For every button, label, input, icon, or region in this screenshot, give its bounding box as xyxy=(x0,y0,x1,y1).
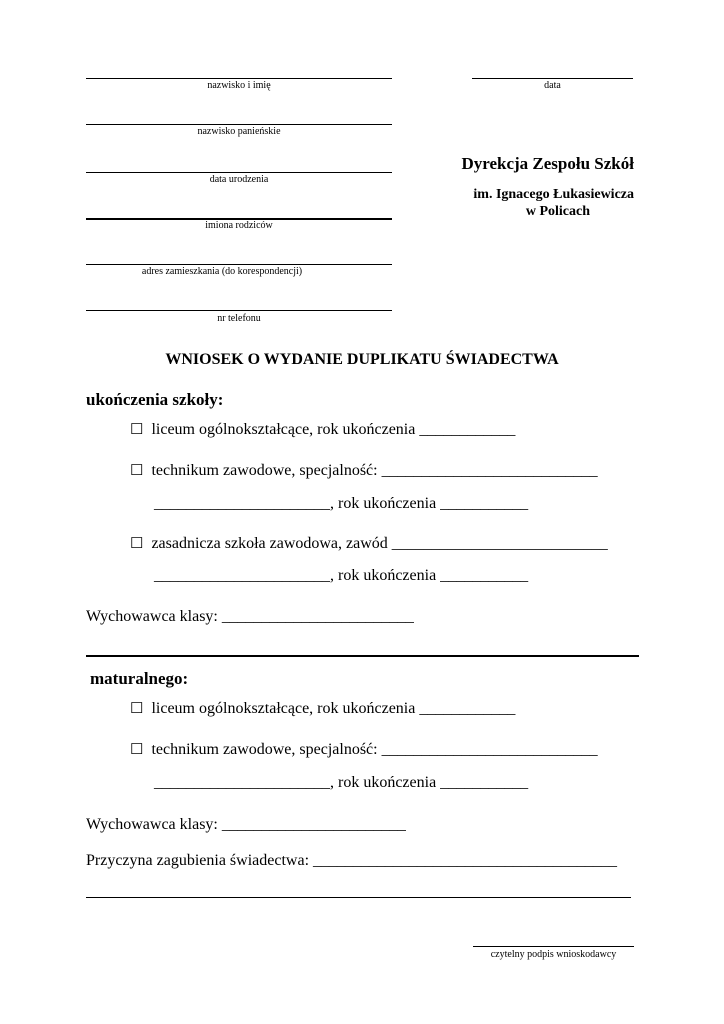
section1-zasadnicza-continuation[interactable]: ______________________, rok ukończenia ___________ xyxy=(154,567,529,584)
surname-name-label: nazwisko i imię xyxy=(207,80,271,91)
surname-name-line[interactable] xyxy=(86,78,392,79)
section1-option-technikum[interactable] xyxy=(130,461,598,481)
address-label: adres zamieszkania (do korespondencji) xyxy=(141,266,303,277)
phone-label: nr telefonu xyxy=(217,313,261,324)
phone-line[interactable] xyxy=(86,310,392,311)
birth-date-line[interactable] xyxy=(86,172,392,173)
date-label: data xyxy=(544,80,561,91)
section1-option-zasadnicza[interactable] xyxy=(130,534,608,554)
loss-reason-extra-line[interactable] xyxy=(86,897,631,898)
option-text: technikum zawodowe, specjalność: ___________________________ xyxy=(151,741,598,758)
birth-date-label: data urodzenia xyxy=(209,174,269,185)
address-line[interactable] xyxy=(86,264,392,265)
section2-technikum-continuation[interactable]: ______________________, rok ukończenia ___________ xyxy=(154,774,529,791)
section2-teacher-field[interactable]: Wychowawca klasy: _______________________ xyxy=(86,816,406,833)
date-line[interactable] xyxy=(472,78,633,79)
option-text: technikum zawodowe, specjalność: ___________________________ xyxy=(151,462,598,479)
checkbox-icon[interactable]: ☐ xyxy=(130,422,144,438)
option-text: zasadnicza szkoła zawodowa, zawód ___________________________ xyxy=(151,535,608,552)
section2-option-liceum[interactable] xyxy=(130,699,515,719)
addressee-line1: Dyrekcja Zespołu Szkół xyxy=(461,154,634,173)
maiden-name-line[interactable] xyxy=(86,124,392,125)
loss-reason-field[interactable]: Przyczyna zagubienia świadectwa: ______________________________________ xyxy=(86,852,618,869)
signature-label: czytelny podpis wnioskodawcy xyxy=(490,949,617,960)
document-title: WNIOSEK O WYDANIE DUPLIKATU ŚWIADECTWA xyxy=(165,351,559,368)
option-text: liceum ogólnokształcące, rok ukończenia ____________ xyxy=(151,700,516,717)
addressee-line2: im. Ignacego Łukasiewicza xyxy=(473,187,634,202)
section2-option-technikum[interactable] xyxy=(130,740,598,760)
section-divider xyxy=(86,655,639,657)
section2-heading: maturalnego: xyxy=(90,669,189,688)
section1-technikum-continuation[interactable]: ______________________, rok ukończenia ___________ xyxy=(154,495,529,512)
section1-option-liceum[interactable] xyxy=(130,420,515,440)
checkbox-icon[interactable]: ☐ xyxy=(130,701,144,717)
checkbox-icon[interactable]: ☐ xyxy=(130,536,144,552)
parents-names-label: imiona rodziców xyxy=(205,220,273,231)
checkbox-icon[interactable]: ☐ xyxy=(130,742,144,758)
checkbox-icon[interactable]: ☐ xyxy=(130,463,144,479)
section1-heading: ukończenia szkoły: xyxy=(86,390,224,409)
signature-line[interactable] xyxy=(473,946,634,947)
section1-teacher-field[interactable]: Wychowawca klasy: ________________________ xyxy=(86,608,414,625)
maiden-name-label: nazwisko panieńskie xyxy=(197,126,281,137)
option-text: liceum ogólnokształcące, rok ukończenia ____________ xyxy=(151,421,516,438)
addressee-line3: w Policach xyxy=(525,204,590,219)
